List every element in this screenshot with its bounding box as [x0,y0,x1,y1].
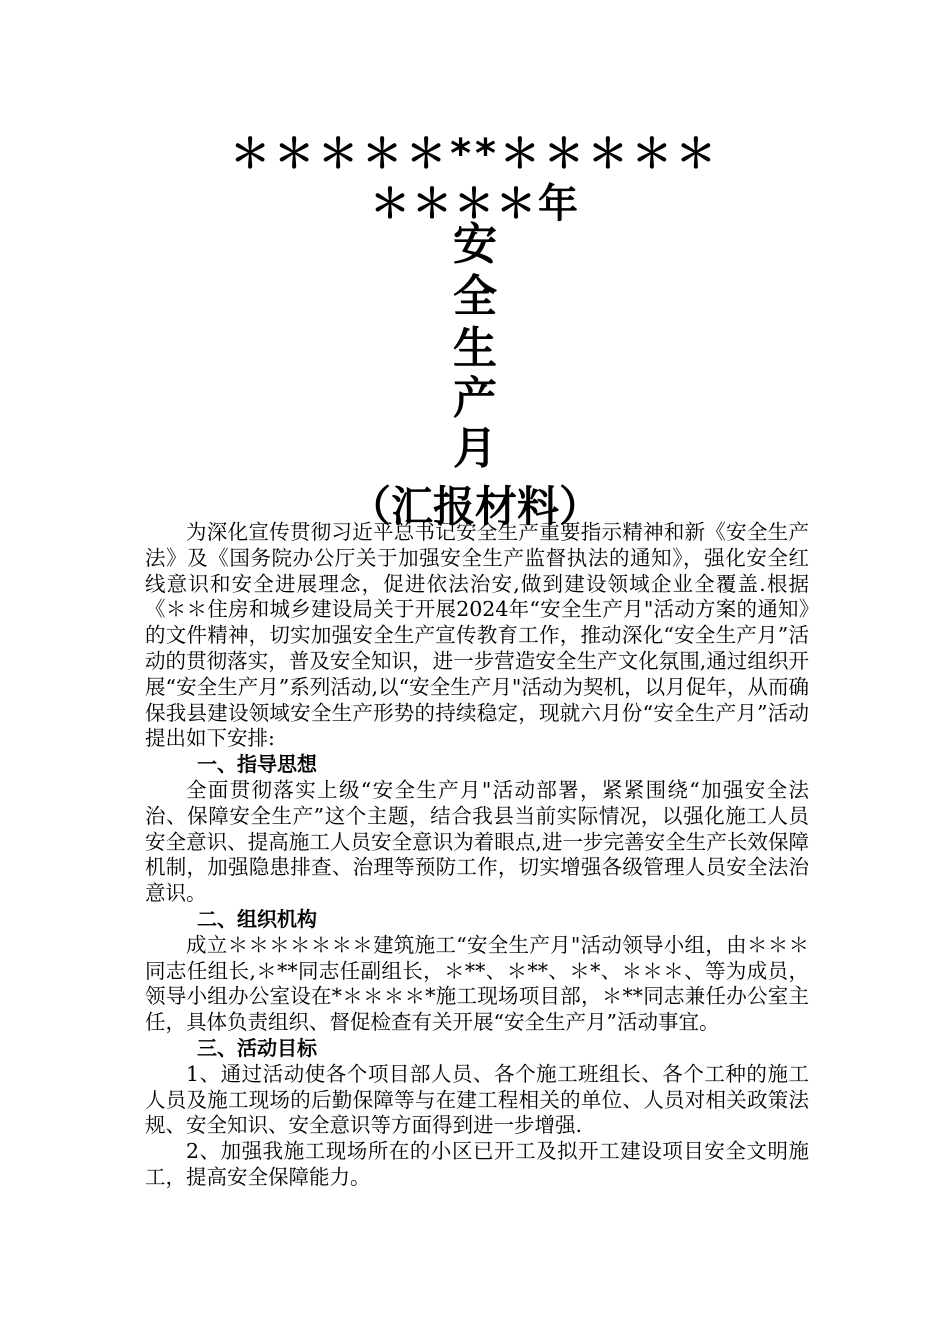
document-subtitle: （汇报材料） [348,482,601,531]
title-char-5: 月 [453,423,497,474]
title-char-1: 安 [453,219,497,270]
guiding-ideology-paragraph: 全面贯彻落实上级“安全生产月"活动部署，紧紧围绕“加强安全法治、保障安全生产”这个主题，结合我县当前实际情况，以强化施工人员安全意识、提高施工人员安全意识为着眼点,进一步完善安全生产长效保障机制，加强隐患排查、治理等预防工作，切实增强各级管理人员安全法治意识。 [145,777,809,906]
intro-paragraph: 为深化宣传贯彻习近平总书记安全生产重要指示精神和新《安全生产法》及《国务院办公厅关于加强安全生产监督执法的通知》，强化安全红线意识和安全进展理念，促进依法治安,做到建设领域企业全覆盖.根据《＊＊住房和城乡建设局关于开展2024年“安全生产月"活动方案的通知》的文件精神，切实加强安全生产宣传教育工作，推动深化“安全生产月”活动的贯彻落实，普及安全知识，进一步营造安全生产文化氛围,通过组织开展“安全生产月”系列活动,以“安全生产月"活动为契机，以月促年，从而确保我县建设领域安全生产形势的持续稳定，现就六月份“安全生产月”活动提出如下安排: [145,520,809,751]
section-heading-organization: 二、组织机构 [197,906,317,931]
section-heading-guiding-ideology: 一、指导思想 [197,752,317,777]
document-body [145,520,809,1191]
section-heading-activity-goals: 三、活动目标 [197,1035,317,1060]
title-line-1: ＊＊＊＊＊**＊＊＊＊＊ [230,131,720,177]
activity-goal-item-2: 2、加强我施工现场所在的小区已开工及拟开工建设项目安全文明施工，提高安全保障能力。 [145,1139,809,1189]
organization-paragraph: 成立＊＊＊＊＊＊＊建筑施工“安全生产月"活动领导小组，由＊＊＊同志任组长,＊**同志任副组长，＊**、＊**、＊*、＊＊＊、等为成员，领导小组办公室设在*＊＊＊＊*施工现场项目部，＊**同志兼任办公室主任，具体负责组织、督促检查有关开展“安全生产月”活动事宜。 [145,932,809,1035]
title-char-2: 全 [453,271,497,322]
title-line-2: ＊＊＊＊年 [370,181,580,227]
title-char-4: 产 [453,373,497,424]
title-char-3: 生 [453,323,497,374]
activity-goal-item-1: 1、通过活动使各个项目部人员、各个施工班组长、各个工种的施工人员及施工现场的后勤保障等与在建工程相关的单位、人员对相关政策法规、安全知识、安全意识等方面得到进一步增强. [145,1061,809,1138]
